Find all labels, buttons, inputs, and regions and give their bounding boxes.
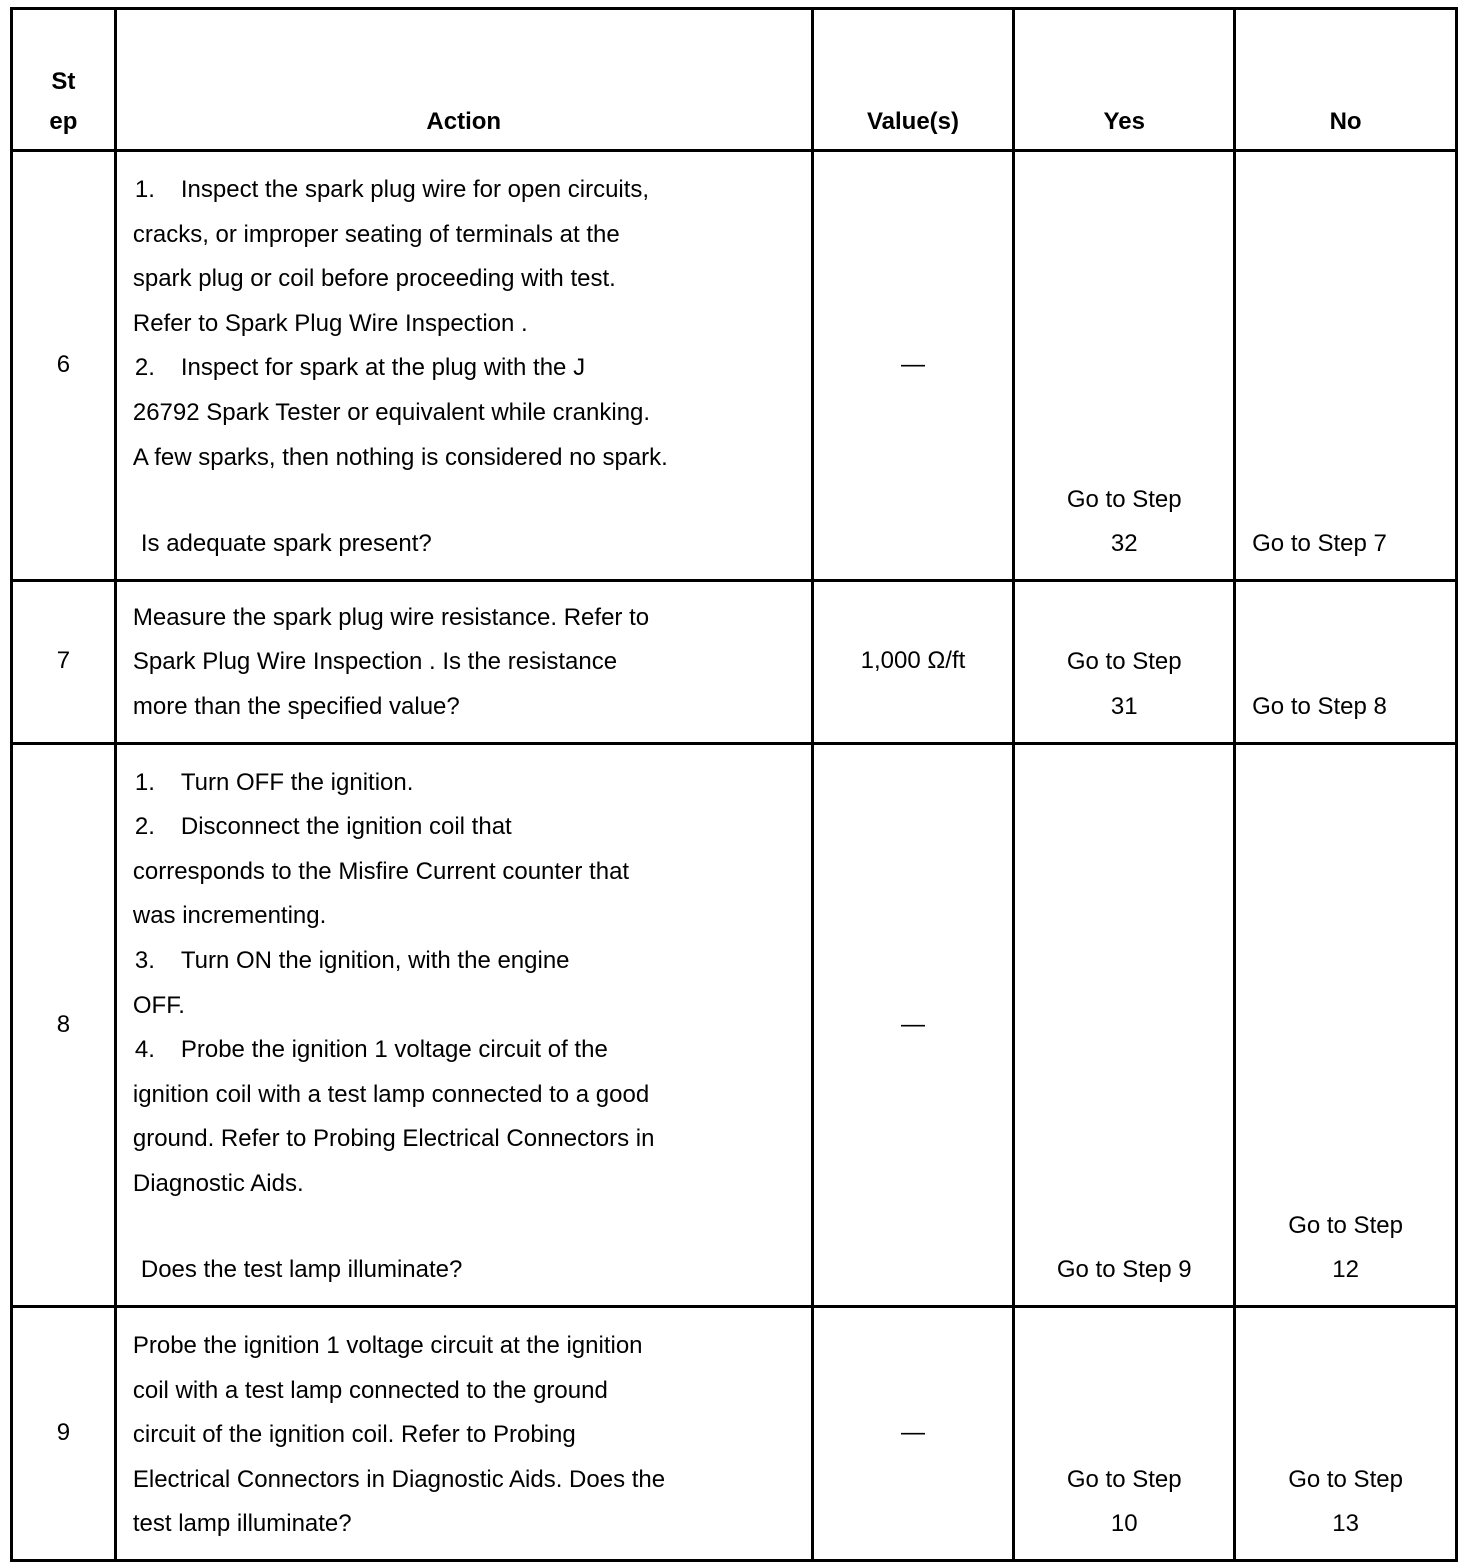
action-line: ground. Refer to Probing Electrical Connectors in — [132, 1125, 655, 1153]
action-item — [133, 1028, 761, 1206]
value-cell: — — [812, 1307, 1014, 1561]
yes-cell — [1014, 1307, 1235, 1561]
action-item — [133, 168, 761, 346]
action-line: Refer to Spark Plug Wire Inspection . — [132, 309, 528, 337]
header-step-line2: ep — [49, 108, 78, 135]
diagnostic-table — [10, 7, 1458, 1562]
yes-line: Go to Step — [1066, 485, 1182, 513]
item-number: 2. — [134, 354, 155, 382]
action-line: Probe the ignition 1 voltage circuit at the ignition — [132, 1332, 643, 1360]
no-line: 12 — [1332, 1256, 1359, 1284]
action-line: Disconnect the ignition coil that — [180, 813, 512, 841]
yes-cell — [1014, 580, 1235, 743]
item-number: 1. — [134, 176, 155, 203]
yes-line: Go to Step — [1066, 648, 1182, 676]
no-line: Go to Step — [1288, 1211, 1403, 1239]
action-line: Turn ON the ignition, with the engine — [180, 946, 570, 974]
action-line: Probe the ignition 1 voltage circuit of the — [180, 1036, 608, 1064]
step-number: 9 — [12, 1307, 116, 1561]
action-line: Inspect for spark at the plug with the J — [180, 354, 586, 382]
action-line: Electrical Connectors in Diagnostic Aids. Does the — [132, 1465, 666, 1493]
item-number: 2. — [134, 813, 155, 841]
action-line: 26792 Spark Tester or equivalent while cranking. — [132, 398, 651, 426]
action-question: Is adequate spark present? — [140, 530, 432, 558]
no-cell — [1235, 743, 1457, 1307]
yes-line: 10 — [1110, 1510, 1138, 1538]
item-number: 1. — [134, 768, 155, 796]
value-cell: — — [812, 743, 1014, 1307]
action-line: Measure the spark plug wire resistance. Refer to — [132, 603, 650, 631]
value-cell: — — [812, 151, 1014, 581]
table-row-step-7 — [12, 580, 1457, 743]
no-cell — [1235, 1307, 1457, 1561]
no-line: Go to Step — [1288, 1465, 1403, 1493]
yes-line: 31 — [1110, 692, 1138, 720]
action-cell — [115, 743, 812, 1307]
action-question: Does the test lamp illuminate? — [140, 1256, 463, 1284]
action-line: spark plug or coil before proceeding with test. — [132, 265, 616, 293]
action-line: coil with a test lamp connected to the ground — [132, 1376, 608, 1404]
action-cell — [115, 151, 812, 581]
action-line: test lamp illuminate? — [132, 1510, 352, 1538]
step-number: 7 — [12, 580, 116, 743]
header-step-line1: St — [51, 68, 76, 95]
action-line: circuit of the ignition coil. Refer to Probing — [132, 1421, 576, 1449]
action-item — [133, 805, 761, 939]
action-item — [133, 939, 761, 1028]
action-line: Spark Plug Wire Inspection . Is the resistance — [132, 648, 618, 676]
yes-line: 32 — [1110, 530, 1138, 558]
yes-cell: Go to Step 9 — [1014, 743, 1235, 1307]
action-line: Diagnostic Aids. — [132, 1169, 304, 1197]
no-cell: Go to Step 8 — [1235, 580, 1457, 743]
action-line: ignition coil with a test lamp connected to a good — [132, 1080, 650, 1108]
header-no: No — [1235, 9, 1457, 151]
table-row-step-8 — [12, 743, 1457, 1307]
action-line: OFF. — [132, 991, 185, 1019]
header-row — [12, 9, 1457, 151]
no-cell: Go to Step 7 — [1235, 151, 1457, 581]
action-line: corresponds to the Misfire Current counter that — [132, 857, 630, 885]
table-row-step-9 — [12, 1307, 1457, 1561]
action-line: was incrementing. — [132, 902, 327, 930]
item-number: 4. — [134, 1036, 155, 1064]
header-values: Value(s) — [812, 9, 1014, 151]
action-cell — [115, 580, 812, 743]
action-line: Turn OFF the ignition. — [180, 768, 414, 796]
action-line: more than the specified value? — [132, 692, 460, 720]
step-number: 8 — [12, 743, 116, 1307]
action-cell — [115, 1307, 812, 1561]
action-line: Inspect the spark plug wire for open circuits, — [180, 176, 650, 203]
yes-cell — [1014, 151, 1235, 581]
no-line: 13 — [1332, 1510, 1359, 1538]
header-yes: Yes — [1014, 9, 1235, 151]
value-cell: 1,000 Ω/ft — [812, 580, 1014, 743]
yes-line: Go to Step — [1066, 1465, 1182, 1493]
header-action: Action — [115, 9, 812, 151]
action-item — [133, 346, 761, 480]
header-step — [12, 9, 116, 151]
item-number: 3. — [134, 946, 155, 974]
table-row-step-6 — [12, 151, 1457, 581]
step-number: 6 — [12, 151, 116, 581]
action-line: cracks, or improper seating of terminals at the — [132, 220, 620, 248]
action-line: A few sparks, then nothing is considered no spark. — [132, 443, 668, 471]
action-item — [133, 761, 761, 806]
